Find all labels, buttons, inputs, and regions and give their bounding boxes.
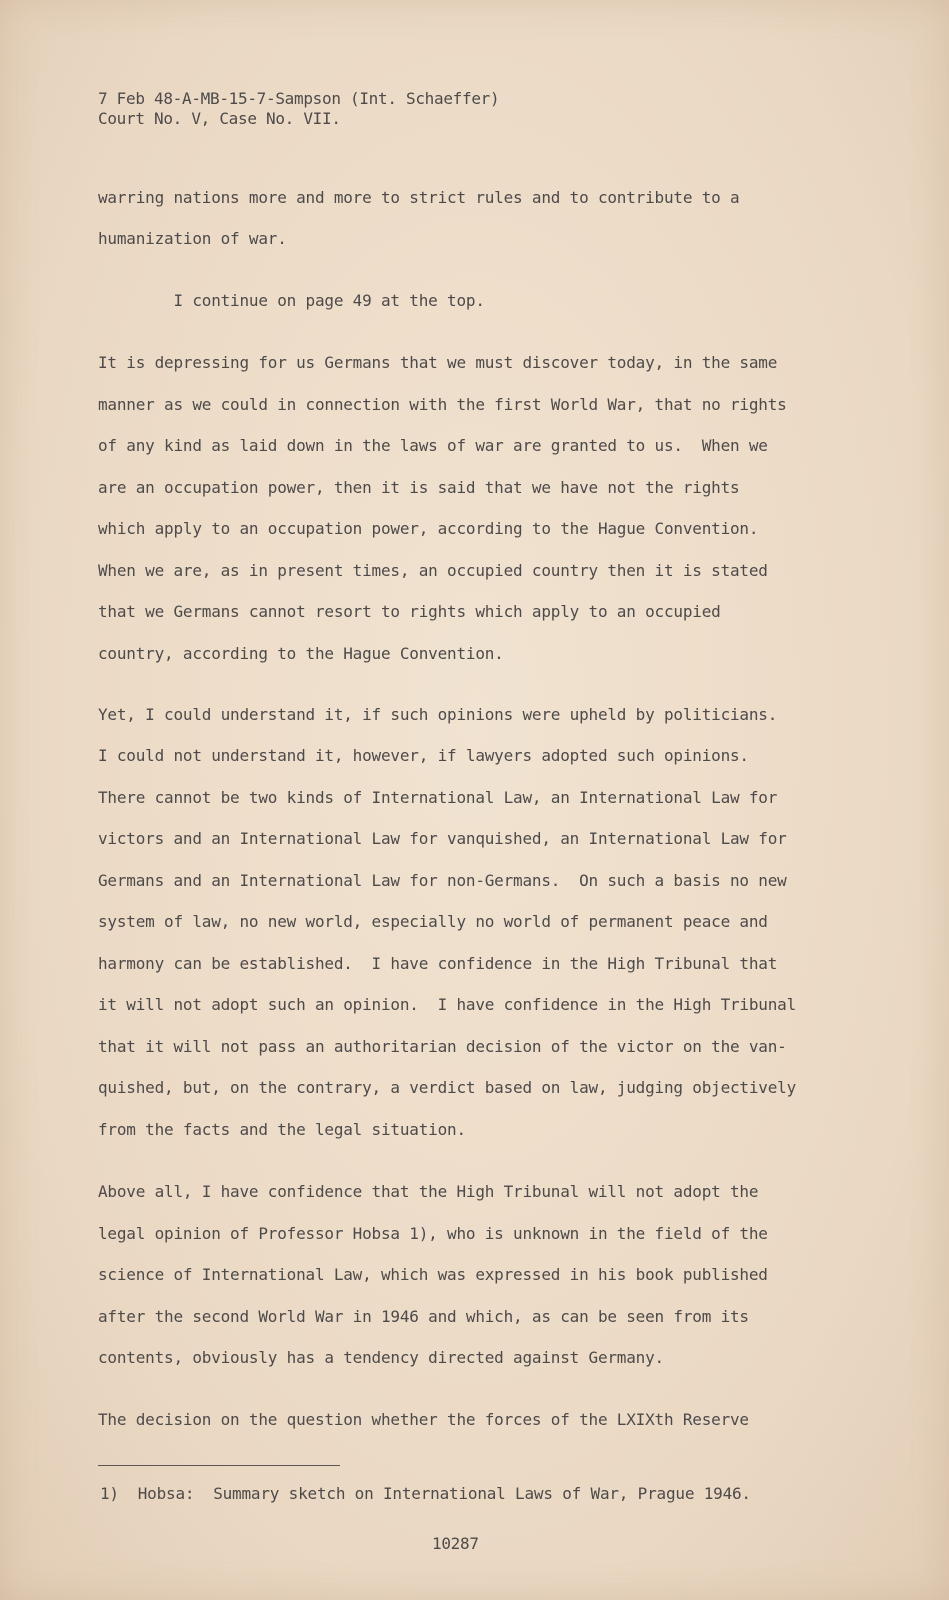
footnote: 1) Hobsa: Summary sketch on International Laws of War, Prague 1946. (100, 1484, 751, 1503)
text-line: that we Germans cannot resort to rights which apply to an occupied (98, 602, 721, 621)
text-line: Above all, I have confidence that the High Tribunal will not adopt the (98, 1182, 759, 1201)
text-line: victors and an International Law for vanquished, an International Law for (98, 829, 787, 848)
header-line-2: Court No. V, Case No. VII. (98, 109, 341, 128)
text-line: I continue on page 49 at the top. (98, 291, 485, 310)
page-number: 10287 (432, 1534, 479, 1553)
text-line: system of law, no new world, especially no world of permanent peace and (98, 912, 768, 931)
text-line: harmony can be established. I have confidence in the High Tribunal that (98, 954, 778, 973)
text-line: Yet, I could understand it, if such opinions were upheld by politicians. (98, 705, 778, 724)
text-line: it will not adopt such an opinion. I have confidence in the High Tribunal (98, 995, 797, 1014)
text-line: are an occupation power, then it is said that we have not the rights (98, 478, 740, 497)
text-line: When we are, as in present times, an occupied country then it is stated (98, 561, 768, 580)
text-line: The decision on the question whether the forces of the LXIXth Reserve (98, 1410, 749, 1429)
text-line: science of International Law, which was expressed in his book published (98, 1265, 768, 1284)
text-line: quished, but, on the contrary, a verdict based on law, judging objectively (98, 1078, 797, 1097)
text-line: manner as we could in connection with the first World War, that no rights (98, 395, 787, 414)
header-line-1: 7 Feb 48-A-MB-15-7-Sampson (Int. Schaeffer) (98, 89, 500, 108)
text-line: I could not understand it, however, if lawyers adopted such opinions. (98, 746, 749, 765)
text-line: country, according to the Hague Convention. (98, 644, 504, 663)
text-line: warring nations more and more to strict rules and to contribute to a (98, 188, 740, 207)
text-line: after the second World War in 1946 and which, as can be seen from its (98, 1307, 749, 1326)
text-line: It is depressing for us Germans that we must discover today, in the same (98, 353, 778, 372)
text-line: which apply to an occupation power, according to the Hague Convention. (98, 519, 759, 538)
text-line: of any kind as laid down in the laws of war are granted to us. When we (98, 436, 768, 455)
text-line: humanization of war. (98, 229, 287, 248)
text-line: Germans and an International Law for non-Germans. On such a basis no new (98, 871, 787, 890)
text-line: contents, obviously has a tendency directed against Germany. (98, 1348, 664, 1367)
text-line: from the facts and the legal situation. (98, 1120, 466, 1139)
text-line: legal opinion of Professor Hobsa 1), who is unknown in the field of the (98, 1224, 768, 1243)
text-line: There cannot be two kinds of International Law, an International Law for (98, 788, 778, 807)
footnote-divider (98, 1465, 340, 1466)
document-header (98, 89, 499, 129)
text-line: that it will not pass an authoritarian decision of the victor on the van- (98, 1037, 787, 1056)
